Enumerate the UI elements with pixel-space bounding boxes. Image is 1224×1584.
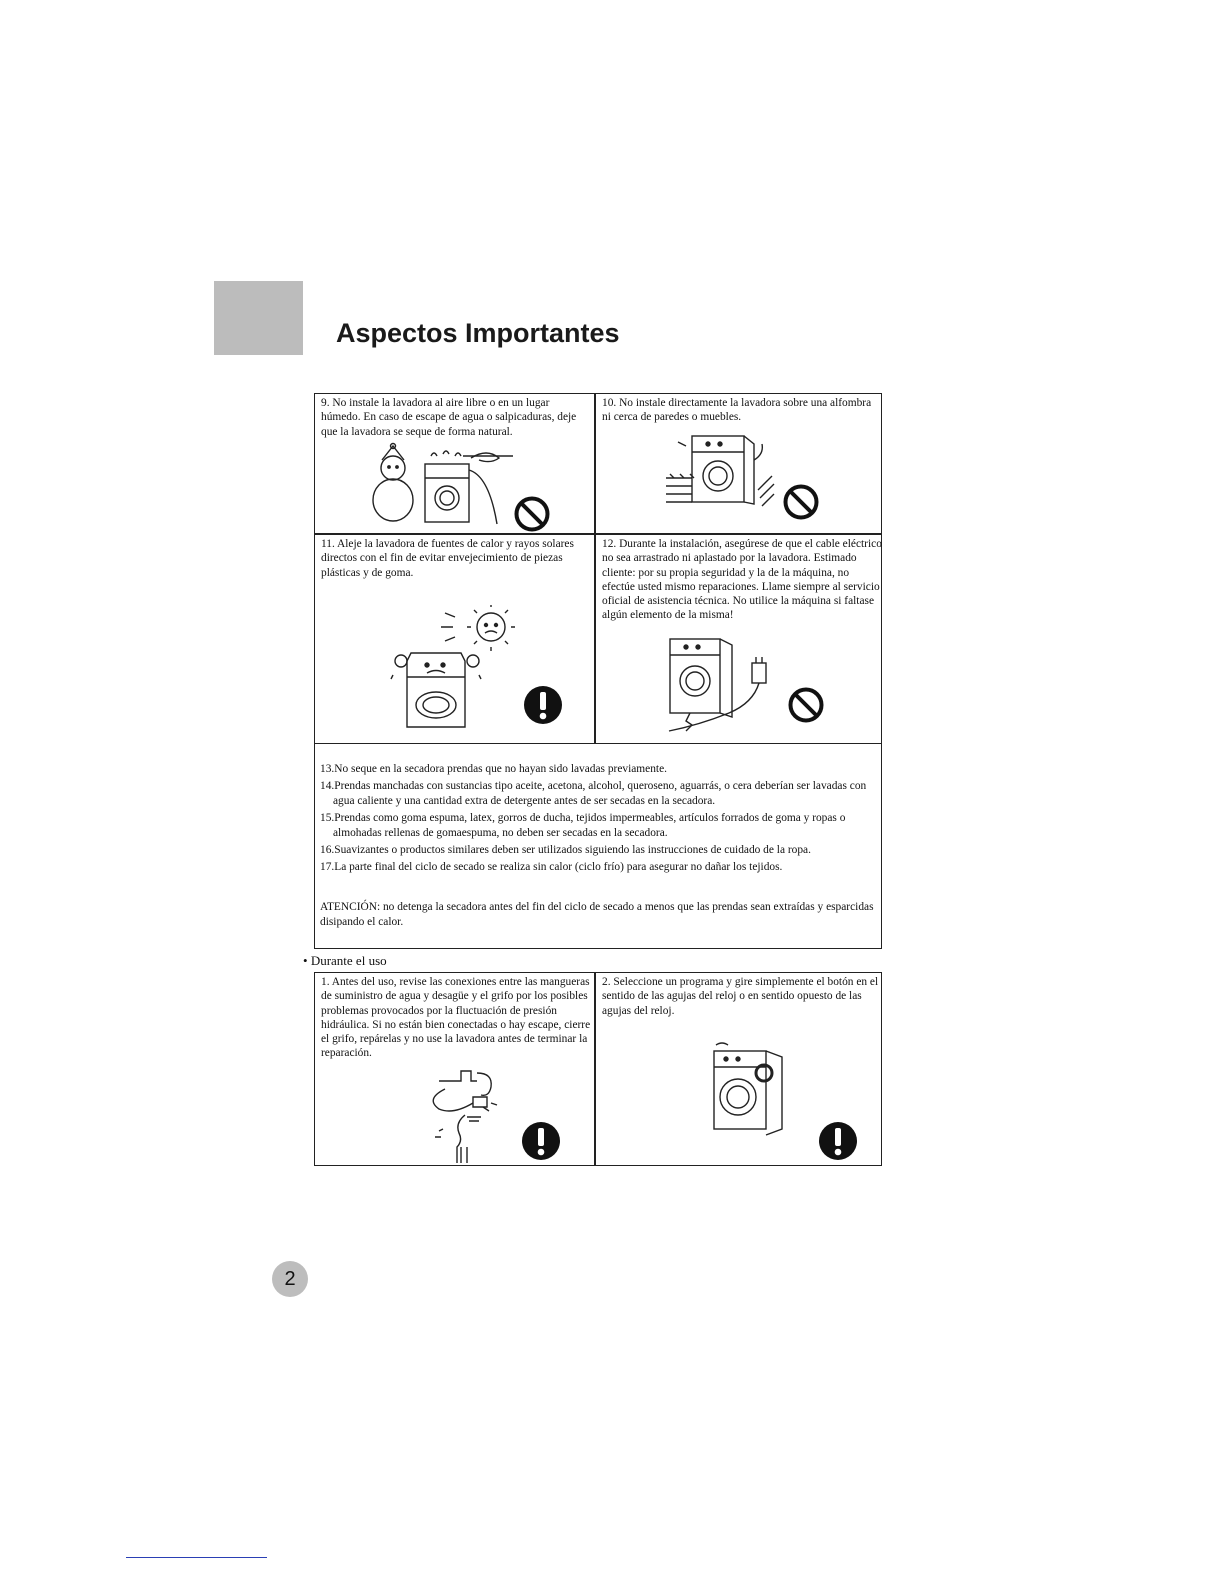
usage-item-1-text: 1. Antes del uso, revise las conexiones entre las mangueras de suministro de agua y desagüe y el grifo por los posibles problemas provocados por la fluctuación de presión hidráulica. Si no están bien conectadas o hay escape, cierre el grifo, repárelas y no use la lavadora antes de terminar la reparación. bbox=[321, 976, 591, 1060]
washer-sun-illustration bbox=[385, 605, 517, 733]
warnings-grid bbox=[314, 393, 882, 744]
washer-cable-illustration bbox=[660, 633, 782, 739]
footer-rule bbox=[126, 1557, 267, 1558]
caution-icon bbox=[818, 1121, 858, 1161]
prohibited-icon bbox=[782, 483, 820, 521]
item-11-text: 11. Aleje la lavadora de fuentes de calor y rayos solares directos con el fin de evitar envejecimiento de piezas plásticas y de goma. bbox=[321, 538, 574, 579]
item-9-cell bbox=[315, 394, 594, 533]
list-item: 14.Prendas manchadas con sustancias tipo aceite, acetona, alcohol, queroseno, aguarrás, o cera deberían ser lavadas con agua caliente y una cantidad extra de detergente antes de ser secadas en la secadora. bbox=[320, 780, 867, 807]
item-9-text: 9. No instale la lavadora al aire libre o en un lugar húmedo. En caso de escape de agua o salpicaduras, deje que la lavadora se seque de forma natural. bbox=[321, 397, 577, 438]
washer-knob-illustration bbox=[708, 1041, 790, 1137]
usage-item-1-cell bbox=[315, 973, 594, 1165]
section-tab-block bbox=[214, 281, 303, 355]
item-12-text: 12. Durante la instalación, asegúrese de que el cable eléctrico no sea arrastrado ni aplastado por la lavadora. Estimado cliente: por su propia seguridad y la de la máquina, no efectúe usted mismo reparaciones. Llame siempre al servicio oficial de asistencia técnica. No utilice la máquina si faltase algún elemento de la misma! bbox=[602, 538, 882, 622]
atencion-note: ATENCIÓN: no detenga la secadora antes del fin del ciclo de secado a menos que las prendas sean extraídas y esparcidas disipando el calor. bbox=[320, 901, 874, 928]
hose-faucet-illustration bbox=[425, 1059, 509, 1163]
during-use-heading: • Durante el uso bbox=[303, 953, 387, 968]
prohibited-icon bbox=[787, 686, 825, 724]
item-10-cell bbox=[596, 394, 882, 533]
bullet-icon: • bbox=[303, 953, 311, 968]
item-10-text: 10. No instale directamente la lavadora sobre una alfombra ni cerca de paredes o muebles. bbox=[602, 397, 872, 424]
usage-grid bbox=[314, 972, 882, 1166]
notes-box bbox=[314, 742, 882, 949]
caution-icon bbox=[521, 1121, 561, 1161]
page-number: 2 bbox=[272, 1261, 308, 1297]
list-item: 16.Suavizantes o productos similares deben ser utilizados siguiendo las instrucciones de cuidado de la ropa. bbox=[320, 844, 811, 856]
list-item: 17.La parte final del ciclo de secado se realiza sin calor (ciclo frío) para asegurar no dañar los tejidos. bbox=[320, 861, 783, 873]
washer-on-carpet-illustration bbox=[664, 430, 776, 512]
list-item: 13.No seque en la secadora prendas que no hayan sido lavadas previamente. bbox=[320, 763, 667, 775]
usage-item-2-cell bbox=[596, 973, 882, 1165]
item-12-cell bbox=[596, 535, 882, 743]
list-item: 15.Prendas como goma espuma, latex, gorros de ducha, tejidos impermeables, artículos forrados de goma y ropas o almohadas rellenas de gomaespuma, no deben ser secadas en la secadora. bbox=[320, 812, 846, 839]
item-11-cell bbox=[315, 535, 594, 743]
notes-list bbox=[320, 762, 875, 877]
page-title: Aspectos Importantes bbox=[336, 318, 620, 348]
snowman-washer-illustration bbox=[363, 442, 513, 530]
prohibited-icon bbox=[513, 495, 551, 533]
caution-icon bbox=[523, 685, 563, 725]
usage-item-2-text: 2. Seleccione un programa y gire simplemente el botón en el sentido de las agujas del reloj o en sentido opuesto de las agujas del reloj. bbox=[602, 976, 879, 1017]
